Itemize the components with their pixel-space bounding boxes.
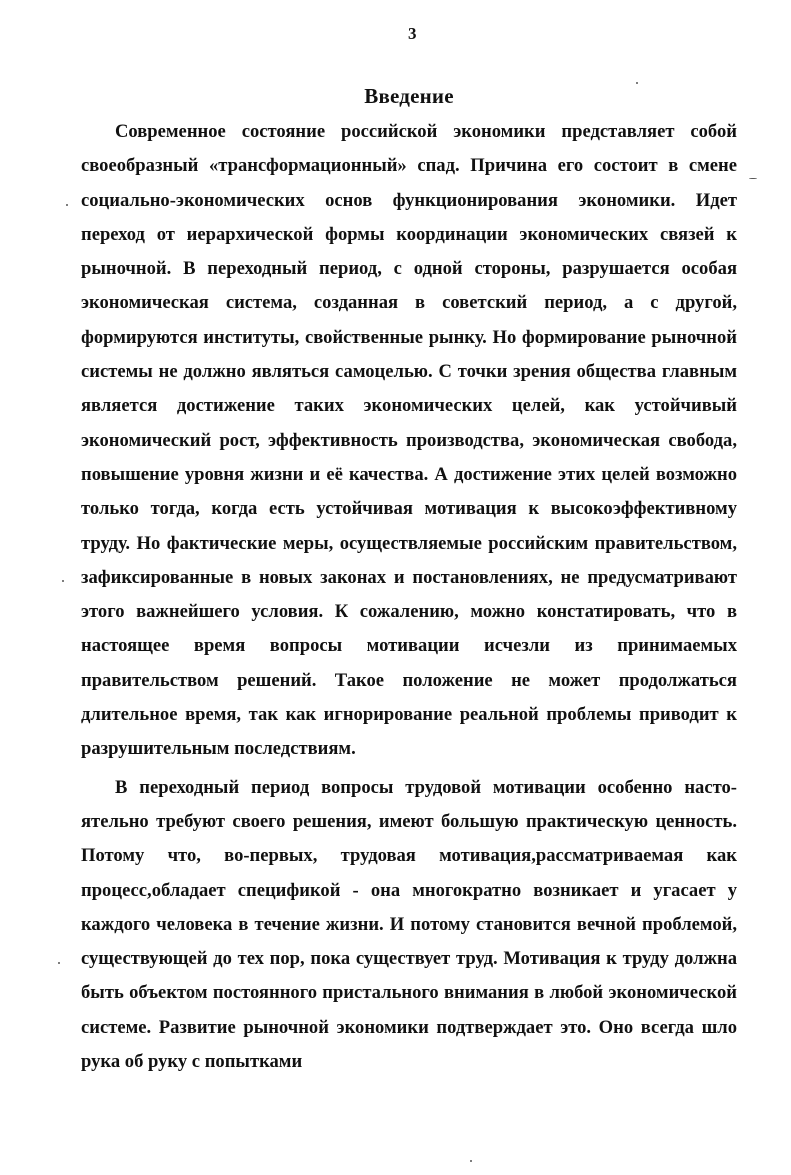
body-text: [81, 115, 737, 1079]
paragraph-1: Современное состояние российской экономики представляет собой своеобразный «трансформационный» спад. Причина его состоит в смене социально-экономических основ функционирования экономики. Идет переход от иерархической формы координации экономических связей к рыночной. В переходный период, с одной стороны, разрушается особая экономическая система, созданная в советский период, а с другой, формируются институты, свойственные рынку. Но формирование рыночной системы не должно являться самоцелью. С точки зрения общества главным является достижение таких экономических целей, как устойчивый экономический рост, эффективность производства, экономическая свобода, повышение уровня жизни и её качества. А достижение этих целей возможно только тогда, когда есть устойчивая мотивация к высокоэффективному труду. Но фактические меры, осуществляемые российским правительством, зафиксированные в новых законах и постановлениях, не предусматривают этого важнейшего условия. К сожалению, можно констатировать, что в настоящее время вопросы мотивации исчезли из принимаемых правительством решений. Такое положение не может продолжаться длительное время, так как игнорирование реальной проблемы приводит к разрушительным последствиям.: [81, 121, 737, 760]
scan-speck: [749, 178, 757, 179]
scan-speck: [66, 204, 68, 206]
paragraph-2: В переходный период вопросы трудовой мотивации особенно настоятельно требуют своего решения, имеют большую практическую ценность. Потому что, во-первых, трудовая мотивация,рассматриваемая как процесс,обладает спецификой - она многократно возникает и угасает у каждого человека в течение жизни. И потому становится вечной проблемой, существующей до тех пор, пока существует труд. Мотивация к труду должна быть объектом постоянного пристального внимания в любой экономической системе. Развитие рыночной экономики подтверждает это. Оно всегда шло рука об руку с попытками: [81, 776, 737, 1073]
scan-speck: [62, 580, 64, 582]
page-number: 3: [408, 24, 417, 43]
section-title: Введение: [364, 84, 454, 108]
scan-speck: [58, 962, 60, 964]
scan-speck: [636, 82, 638, 84]
scan-speck: [470, 1160, 472, 1162]
